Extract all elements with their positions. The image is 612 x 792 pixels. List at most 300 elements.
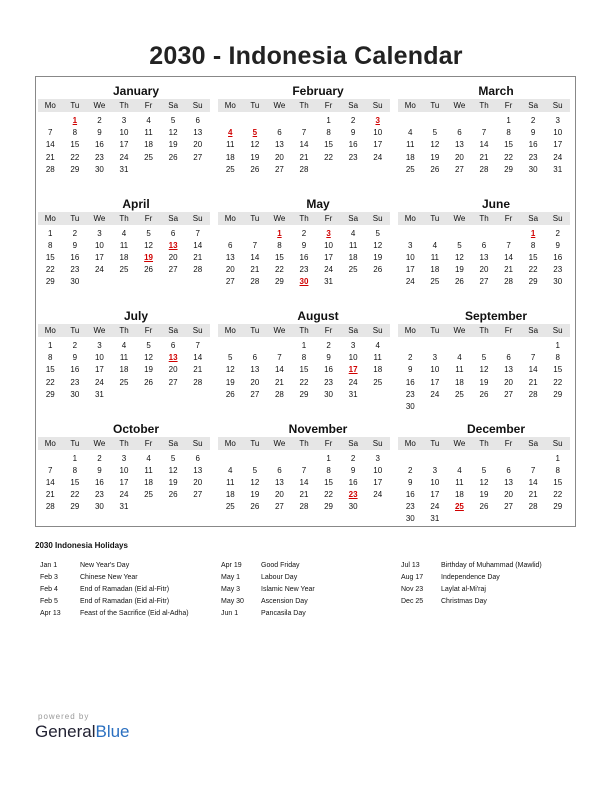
day-cell: 6: [506, 465, 511, 475]
day-cell: 3: [432, 353, 438, 363]
day-grid: [38, 340, 210, 401]
holidays-heading: 2030 Indonesia Holidays: [35, 541, 128, 550]
holiday-day-cell: 19: [144, 252, 154, 262]
day-cell: 5: [252, 465, 258, 475]
day-cell: 14: [528, 477, 538, 487]
holiday-name: Good Friday: [261, 562, 300, 569]
day-cell: 4: [228, 465, 233, 475]
day-cell: 9: [301, 240, 307, 250]
day-cell: 13: [225, 252, 235, 262]
day-cell: 5: [375, 228, 380, 238]
day-cell: 20: [479, 265, 489, 275]
day-cell: 6: [170, 228, 176, 238]
day-cell: 8: [506, 128, 511, 138]
month-name: January: [112, 84, 160, 98]
day-grid: [218, 115, 390, 176]
day-cell: 1: [48, 341, 53, 350]
weekday-header: [38, 212, 210, 225]
day-cell: 7: [195, 341, 200, 350]
empty-cell: [218, 340, 243, 352]
day-cell: 12: [168, 465, 178, 475]
day-cell: 29: [45, 389, 55, 399]
weekday-label: Fr: [144, 101, 153, 110]
holiday-name: Ascension Day: [261, 598, 308, 605]
day-cell: 26: [479, 389, 489, 399]
day-cell: 4: [408, 128, 413, 138]
weekday-header: [398, 99, 570, 112]
weekday-label: Mo: [404, 213, 416, 223]
day-cell: 23: [405, 389, 415, 399]
day-cell: 26: [144, 265, 154, 275]
day-cell: 22: [528, 265, 538, 275]
day-cell: 9: [72, 353, 78, 363]
holiday-row: [40, 596, 189, 608]
holiday-row: [221, 584, 315, 596]
day-cell: 24: [373, 152, 383, 162]
day-cell: 13: [193, 128, 203, 138]
day-cell: 11: [373, 353, 382, 363]
day-cell: 20: [454, 152, 464, 162]
day-cell: 23: [94, 490, 104, 500]
weekday-label: We: [273, 213, 286, 223]
day-cell: 18: [430, 265, 440, 275]
day-cell: 22: [70, 152, 80, 162]
weekday-header: [38, 99, 210, 112]
day-cell: 7: [48, 128, 53, 138]
day-cell: 3: [375, 453, 380, 463]
day-cell: 16: [70, 252, 80, 262]
day-cell: 15: [45, 365, 55, 375]
day-cell: 5: [146, 228, 151, 238]
day-cell: 27: [479, 277, 489, 287]
weekday-label: Sa: [348, 438, 359, 448]
day-grid: [398, 115, 570, 176]
day-cell: 11: [455, 365, 464, 375]
weekday-label: Sa: [348, 213, 359, 223]
month-february: [216, 77, 396, 190]
holiday-date: May 3: [221, 586, 241, 593]
holiday-name: Independence Day: [441, 574, 500, 581]
weekday-label: Mo: [404, 101, 416, 110]
month-name: December: [466, 421, 526, 436]
day-cell: 13: [504, 477, 514, 487]
day-cell: 11: [144, 465, 153, 475]
weekday-label: Sa: [528, 438, 539, 448]
weekday-label: Tu: [250, 438, 260, 448]
weekday-label: Su: [372, 326, 383, 335]
holiday-column: [40, 560, 189, 620]
day-cell: 14: [479, 140, 489, 150]
day-cell: 7: [252, 240, 258, 250]
weekday-label: Mo: [44, 326, 56, 335]
weekday-label: Mo: [44, 213, 56, 223]
day-cell: 6: [277, 465, 282, 475]
weekday-label: Fr: [144, 213, 153, 223]
day-grid: [218, 228, 390, 289]
day-cell: 28: [250, 277, 260, 287]
brand-name: [35, 722, 130, 742]
day-cell: 9: [326, 353, 331, 363]
weekday-label: Mo: [404, 326, 416, 335]
weekday-label: Mo: [44, 438, 56, 448]
day-cell: 24: [348, 377, 358, 387]
day-cell: 27: [193, 490, 203, 500]
weekday-label: Th: [479, 213, 489, 223]
day-cell: 16: [70, 365, 80, 375]
day-cell: 15: [553, 365, 563, 375]
day-cell: 6: [457, 128, 462, 138]
holiday-row: [221, 596, 315, 608]
day-cell: 25: [119, 265, 129, 275]
day-cell: 23: [324, 377, 334, 387]
day-cell: 21: [45, 490, 55, 500]
day-cell: 28: [528, 502, 538, 512]
weekday-label: Mo: [224, 438, 236, 448]
holiday-row: [401, 596, 542, 608]
day-cell: 9: [97, 128, 102, 138]
day-cell: 4: [121, 341, 127, 350]
day-cell: 9: [72, 240, 78, 250]
day-cell: 6: [170, 341, 176, 350]
weekday-label: Tu: [250, 213, 260, 223]
holiday-date: Feb 3: [40, 574, 58, 581]
day-cell: 24: [94, 265, 104, 275]
day-cell: 3: [432, 465, 438, 475]
day-grid: [218, 340, 390, 401]
day-cell: 22: [45, 377, 55, 387]
day-cell: 14: [250, 252, 260, 262]
day-cell: 22: [553, 377, 563, 387]
holiday-date: Feb 4: [40, 586, 58, 593]
weekday-label: We: [93, 438, 106, 448]
day-cell: 18: [119, 252, 129, 262]
day-cell: 15: [553, 477, 563, 487]
day-cell: 7: [48, 465, 53, 475]
weekday-label: Tu: [250, 101, 260, 110]
day-cell: 7: [277, 353, 282, 363]
weekday-label: Th: [479, 438, 489, 448]
day-cell: 18: [373, 365, 383, 375]
weekday-label: Sa: [168, 438, 179, 448]
day-cell: 30: [405, 401, 415, 411]
weekday-label: Su: [372, 101, 383, 110]
day-cell: 8: [48, 240, 53, 250]
weekday-header: [218, 437, 390, 450]
weekday-label: Tu: [430, 101, 440, 110]
day-cell: 12: [479, 477, 489, 487]
day-cell: 31: [324, 277, 334, 287]
weekday-label: Su: [552, 213, 563, 223]
day-cell: 20: [504, 490, 514, 500]
day-cell: 28: [193, 377, 203, 387]
day-cell: 24: [94, 377, 104, 387]
day-cell: 7: [530, 465, 536, 475]
day-cell: 20: [250, 377, 260, 387]
holiday-date: May 1: [221, 574, 241, 581]
day-cell: 4: [457, 465, 462, 475]
empty-cell: [38, 115, 63, 127]
day-cell: 14: [504, 252, 514, 262]
day-cell: 23: [94, 152, 104, 162]
day-cell: 4: [146, 116, 151, 125]
day-cell: 5: [432, 128, 438, 138]
day-cell: 11: [226, 477, 235, 487]
empty-cell: [398, 340, 423, 352]
day-cell: 25: [144, 152, 154, 162]
day-cell: 18: [225, 152, 235, 162]
day-cell: 2: [301, 228, 307, 238]
day-cell: 22: [299, 377, 309, 387]
day-cell: 1: [555, 453, 560, 463]
weekday-label: Sa: [528, 101, 539, 110]
weekday-label: Mo: [224, 213, 236, 223]
weekday-label: Tu: [70, 213, 80, 223]
day-cell: 24: [119, 152, 129, 162]
day-cell: 24: [430, 389, 440, 399]
day-cell: 10: [119, 465, 129, 475]
day-cell: 5: [146, 341, 151, 350]
day-cell: 27: [274, 502, 284, 512]
day-cell: 30: [348, 502, 358, 512]
holiday-name: Pancasila Day: [261, 610, 306, 617]
month-june: [396, 190, 576, 303]
day-cell: 13: [193, 465, 203, 475]
day-cell: 28: [299, 164, 309, 174]
day-cell: 21: [299, 152, 309, 162]
holiday-row: [40, 572, 189, 584]
empty-cell: [496, 340, 521, 352]
holiday-date: Nov 23: [401, 586, 424, 593]
empty-cell: [423, 340, 448, 352]
weekday-label: Fr: [504, 326, 513, 335]
day-cell: 21: [504, 265, 514, 275]
day-cell: 10: [373, 128, 383, 138]
day-cell: 31: [430, 514, 440, 524]
day-cell: 12: [168, 128, 178, 138]
day-cell: 4: [146, 453, 151, 463]
day-cell: 23: [405, 502, 415, 512]
weekday-label: Th: [119, 438, 129, 448]
day-cell: 11: [119, 353, 129, 363]
day-cell: 19: [168, 477, 178, 487]
weekday-label: Tu: [430, 438, 440, 448]
months-grid: [36, 77, 575, 526]
empty-cell: [243, 115, 268, 127]
empty-cell: [218, 228, 243, 240]
day-cell: 14: [193, 240, 203, 250]
weekday-label: Mo: [224, 326, 236, 335]
day-cell: 10: [553, 128, 563, 138]
weekday-header: [218, 324, 390, 337]
holiday-row: [40, 560, 189, 572]
day-cell: 26: [373, 265, 383, 275]
holiday-name: Islamic New Year: [261, 586, 315, 593]
day-cell: 16: [94, 477, 104, 487]
day-cell: 5: [170, 453, 176, 463]
empty-cell: [243, 228, 268, 240]
day-cell: 4: [375, 341, 380, 350]
day-cell: 2: [555, 228, 560, 238]
empty-cell: [521, 340, 546, 352]
weekday-label: Sa: [168, 326, 179, 335]
day-cell: 12: [479, 365, 489, 375]
weekday-label: Fr: [144, 326, 153, 335]
weekday-label: Sa: [528, 213, 539, 223]
holiday-name: Chinese New Year: [80, 574, 138, 581]
weekday-label: Su: [552, 326, 563, 335]
empty-cell: [472, 115, 497, 127]
weekday-label: We: [273, 438, 286, 448]
day-cell: 28: [528, 389, 538, 399]
day-cell: 9: [530, 128, 536, 138]
day-cell: 15: [70, 140, 80, 150]
weekday-label: Tu: [70, 101, 80, 110]
day-cell: 27: [225, 277, 235, 287]
holiday-day-cell: 1: [530, 228, 536, 238]
day-cell: 29: [299, 389, 309, 399]
day-cell: 24: [119, 490, 129, 500]
day-cell: 18: [405, 152, 415, 162]
weekday-label: Th: [119, 326, 129, 335]
day-cell: 27: [504, 389, 514, 399]
day-cell: 17: [373, 477, 383, 487]
day-cell: 5: [481, 465, 487, 475]
day-cell: 16: [348, 477, 358, 487]
day-cell: 13: [250, 365, 260, 375]
holiday-date: Aug 17: [401, 574, 424, 581]
holiday-column: [401, 560, 542, 608]
weekday-header: [398, 437, 570, 450]
day-cell: 21: [299, 490, 309, 500]
day-cell: 28: [479, 164, 489, 174]
holiday-name: Christmas Day: [441, 598, 487, 605]
brand-general: General: [35, 722, 96, 741]
day-cell: 29: [70, 164, 80, 174]
day-cell: 14: [299, 140, 309, 150]
day-cell: 17: [119, 140, 129, 150]
day-cell: 12: [250, 477, 260, 487]
day-cell: 24: [405, 277, 415, 287]
day-cell: 10: [119, 128, 129, 138]
day-cell: 13: [504, 365, 514, 375]
day-cell: 23: [70, 377, 80, 387]
day-cell: 9: [555, 240, 560, 250]
day-cell: 17: [553, 140, 563, 150]
brand-logo: [35, 712, 130, 742]
day-cell: 6: [195, 116, 200, 125]
weekday-label: Sa: [168, 101, 179, 110]
day-cell: 13: [274, 140, 284, 150]
day-cell: 18: [348, 252, 358, 262]
empty-cell: [472, 228, 497, 240]
day-cell: 10: [373, 465, 383, 475]
day-cell: 25: [454, 389, 464, 399]
weekday-label: We: [273, 326, 286, 335]
month-march: [396, 77, 576, 190]
month-january: [36, 77, 216, 190]
weekday-label: Fr: [504, 213, 513, 223]
empty-cell: [447, 115, 472, 127]
day-cell: 16: [299, 252, 309, 262]
day-cell: 25: [373, 377, 383, 387]
day-cell: 15: [45, 252, 55, 262]
day-cell: 11: [226, 140, 235, 150]
brand-blue: Blue: [95, 722, 130, 741]
day-cell: 23: [299, 265, 309, 275]
day-cell: 22: [70, 490, 80, 500]
empty-cell: [267, 340, 292, 352]
day-cell: 8: [48, 353, 53, 363]
month-name: February: [292, 84, 344, 98]
day-cell: 7: [481, 128, 487, 138]
month-name: May: [306, 196, 330, 211]
day-cell: 8: [326, 128, 331, 138]
day-cell: 11: [430, 252, 439, 262]
day-cell: 8: [555, 353, 560, 363]
day-cell: 11: [144, 128, 153, 138]
holiday-day-cell: 1: [277, 228, 282, 238]
day-cell: 10: [94, 353, 104, 363]
day-cell: 15: [504, 140, 514, 150]
weekday-label: Fr: [324, 326, 333, 335]
day-cell: 17: [324, 252, 334, 262]
day-cell: 20: [193, 140, 203, 150]
day-cell: 8: [301, 353, 307, 363]
day-cell: 17: [430, 490, 440, 500]
empty-cell: [38, 453, 63, 465]
weekday-label: Su: [192, 438, 203, 448]
holiday-name: New Year's Day: [80, 562, 130, 569]
weekday-label: We: [453, 101, 466, 110]
day-cell: 29: [528, 277, 538, 287]
day-cell: 7: [195, 228, 200, 238]
day-cell: 14: [299, 477, 309, 487]
holiday-day-cell: 30: [299, 277, 309, 287]
day-cell: 18: [144, 140, 154, 150]
day-cell: 3: [121, 116, 127, 125]
holiday-day-cell: 25: [454, 502, 464, 512]
day-cell: 5: [457, 240, 462, 250]
day-cell: 27: [168, 265, 178, 275]
day-cell: 8: [530, 240, 536, 250]
day-cell: 6: [195, 453, 200, 463]
weekday-label: Fr: [324, 213, 333, 223]
day-cell: 6: [481, 240, 487, 250]
day-cell: 6: [228, 240, 233, 250]
day-cell: 1: [555, 341, 560, 350]
day-cell: 19: [454, 265, 464, 275]
day-cell: 2: [408, 465, 413, 475]
empty-cell: [447, 453, 472, 465]
month-december: [396, 415, 576, 528]
day-cell: 2: [350, 116, 356, 125]
day-cell: 6: [506, 353, 511, 363]
day-cell: 16: [553, 252, 563, 262]
day-cell: 29: [45, 277, 55, 287]
holiday-row: [221, 572, 315, 584]
day-cell: 29: [553, 389, 563, 399]
empty-cell: [423, 115, 448, 127]
day-cell: 11: [406, 140, 415, 150]
day-cell: 21: [528, 490, 538, 500]
day-cell: 27: [193, 152, 203, 162]
day-cell: 14: [193, 353, 203, 363]
day-cell: 27: [168, 377, 178, 387]
day-cell: 20: [193, 477, 203, 487]
holiday-day-cell: 13: [168, 240, 178, 250]
weekday-label: Fr: [324, 101, 333, 110]
day-cell: 2: [97, 453, 102, 463]
